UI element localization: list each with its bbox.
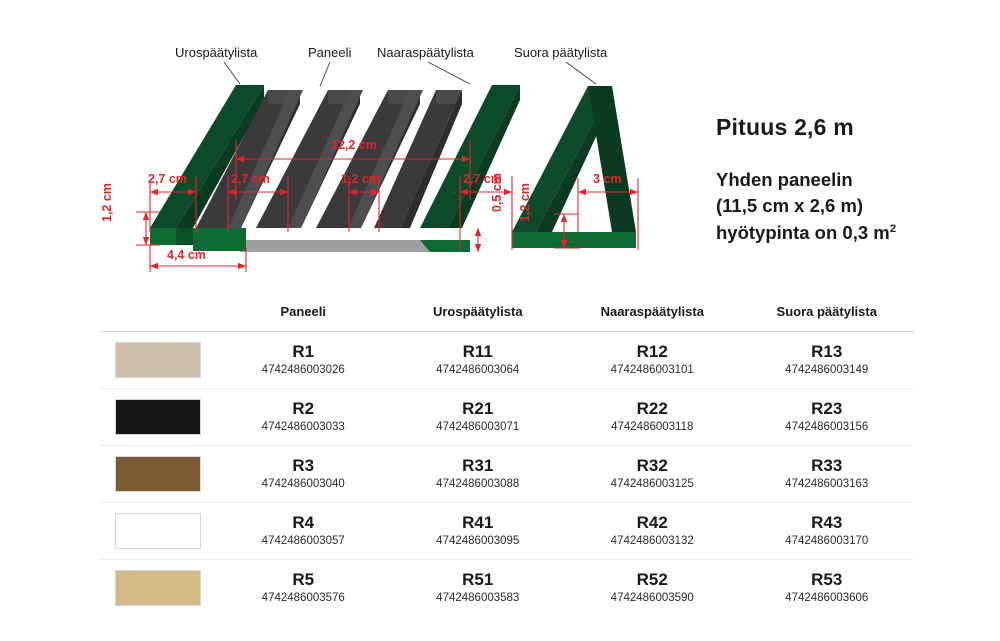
- product-ean: 4742486003156: [785, 421, 869, 434]
- dimension-label-2-7cm-second: 2,7 cm: [231, 172, 270, 186]
- product-code-cell: [391, 502, 566, 559]
- product-code: R1: [292, 342, 315, 361]
- part-label-suora-paatylista: Suora päätylista: [514, 45, 608, 60]
- dimension-label-12-2cm: 12,2 cm: [331, 138, 377, 152]
- product-code-cell: [216, 388, 391, 445]
- product-info-block: [716, 114, 996, 246]
- color-swatch-white: [115, 513, 201, 549]
- product-code: R41: [462, 512, 494, 532]
- table-row: [100, 388, 914, 445]
- product-code: R3: [292, 455, 315, 475]
- dimension-label-1-2cm-left-vertical: 1,2 cm: [100, 183, 114, 222]
- coverage-unit-exponent: 2: [889, 222, 897, 235]
- coverage-line-3-text: hyötypinta on 0,3 m: [716, 221, 890, 243]
- product-ean: 4742486003033: [261, 421, 345, 434]
- product-ean: 4742486003576: [261, 591, 345, 604]
- product-code-cell: [740, 388, 915, 445]
- product-code-cell: [565, 502, 740, 559]
- product-code: R11: [462, 342, 493, 361]
- product-ean: 4742486003088: [436, 478, 520, 491]
- product-ean: 4742486003125: [610, 478, 694, 491]
- dimension-label-1-2cm-right-vertical: 1,2 cm: [518, 183, 532, 222]
- dimension-label-4-4cm: 4,4 cm: [167, 248, 206, 262]
- length-title: Pituus 2,6 m: [716, 114, 854, 140]
- table-header-row: [100, 304, 914, 332]
- color-swatch-walnut: [115, 456, 201, 492]
- product-code: R33: [811, 455, 843, 475]
- product-code: R32: [636, 455, 668, 475]
- coverage-info: [716, 167, 996, 246]
- product-code-cell: [740, 502, 915, 559]
- product-code-cell: [565, 445, 740, 502]
- coverage-line-1: Yhden paneelin: [716, 169, 853, 190]
- product-code: R31: [462, 455, 494, 475]
- part-label-paneeli: Paneeli: [308, 45, 352, 60]
- product-code-cell: [391, 445, 566, 502]
- product-code-cell: [391, 559, 566, 615]
- product-code: R51: [462, 569, 494, 589]
- product-code-table: [100, 304, 914, 616]
- product-code: R21: [462, 398, 494, 418]
- dimension-label-3cm: 3 cm: [593, 172, 622, 186]
- product-ean: 4742486003057: [261, 535, 345, 548]
- product-dimension-diagram: [0, 0, 1000, 296]
- product-code: R53: [811, 569, 843, 589]
- product-code-cell: [216, 559, 391, 615]
- product-ean: 4742486003590: [610, 591, 694, 604]
- product-code: R43: [811, 512, 843, 532]
- product-code: R2: [292, 398, 315, 418]
- product-code: R5: [292, 569, 315, 589]
- product-ean: 4742486003583: [436, 591, 520, 604]
- product-ean: 4742486003132: [610, 535, 694, 548]
- product-code-cell: [565, 332, 740, 389]
- product-ean: 4742486003095: [436, 535, 520, 548]
- product-code-cell: [740, 445, 915, 502]
- product-ean: 4742486003026: [261, 364, 345, 377]
- table-row: [100, 332, 914, 389]
- product-code-cell: [216, 445, 391, 502]
- product-ean: 4742486003071: [436, 421, 520, 434]
- color-swatch-beige: [115, 342, 201, 378]
- product-ean: 4742486003064: [436, 364, 520, 377]
- product-code-cell: [740, 332, 915, 389]
- product-ean: 4742486003606: [785, 591, 869, 604]
- column-header-urospaatylista: Urospäätylista: [391, 304, 566, 332]
- product-code: R12: [636, 342, 668, 361]
- product-code: R42: [636, 512, 668, 532]
- product-code: R23: [811, 398, 843, 418]
- swatch-cell: [100, 388, 216, 445]
- swatch-cell: [100, 502, 216, 559]
- product-code-cell: [565, 559, 740, 615]
- dimension-label-2-7cm-right: 2,7 cm: [463, 172, 502, 186]
- dimension-label-1-2cm-center: 1,2 cm: [341, 172, 380, 186]
- column-header-suora-paatylista: Suora päätylista: [740, 304, 915, 332]
- product-code-cell: [740, 559, 915, 615]
- coverage-line-3: [716, 220, 996, 246]
- swatch-cell: [100, 445, 216, 502]
- part-label-urospaatylista: Urospäätylista: [175, 45, 258, 60]
- column-header-swatch: [100, 304, 216, 332]
- product-ean: 4742486003149: [785, 364, 869, 377]
- swatch-cell: [100, 559, 216, 615]
- coverage-line-2: (11,5 cm x 2,6 m): [716, 195, 864, 217]
- table-row: [100, 445, 914, 502]
- product-code: R13: [811, 342, 843, 361]
- column-header-naaraspaatylista: Naaraspäätylista: [565, 304, 740, 332]
- product-code: R52: [636, 569, 668, 589]
- product-ean: 4742486003040: [261, 478, 345, 491]
- table-row: [100, 502, 914, 559]
- color-swatch-oak: [115, 570, 201, 606]
- product-code-cell: [391, 388, 566, 445]
- swatch-cell: [100, 332, 216, 389]
- product-code-cell: [216, 332, 391, 389]
- product-code: R22: [636, 398, 668, 418]
- product-code: R4: [292, 512, 315, 532]
- table-header: [100, 304, 914, 332]
- product-code-cell: [391, 332, 566, 389]
- product-ean: 4742486003170: [785, 535, 869, 548]
- table-body: [100, 332, 914, 616]
- product-code-table-area: [0, 296, 1000, 641]
- product-code-cell: [216, 502, 391, 559]
- product-ean: 4742486003163: [785, 478, 869, 491]
- product-ean: 4742486003101: [610, 364, 694, 377]
- product-ean: 4742486003118: [611, 421, 694, 434]
- dimension-label-0-5cm-vertical: 0,5 cm: [490, 173, 504, 212]
- product-code-cell: [565, 388, 740, 445]
- column-header-paneeli: Paneeli: [216, 304, 391, 332]
- dimension-label-2-7cm-left: 2,7 cm: [148, 172, 187, 186]
- table-row: [100, 559, 914, 615]
- color-swatch-black: [115, 399, 201, 435]
- part-label-naaraspaatylista: Naaraspäätylista: [377, 45, 474, 60]
